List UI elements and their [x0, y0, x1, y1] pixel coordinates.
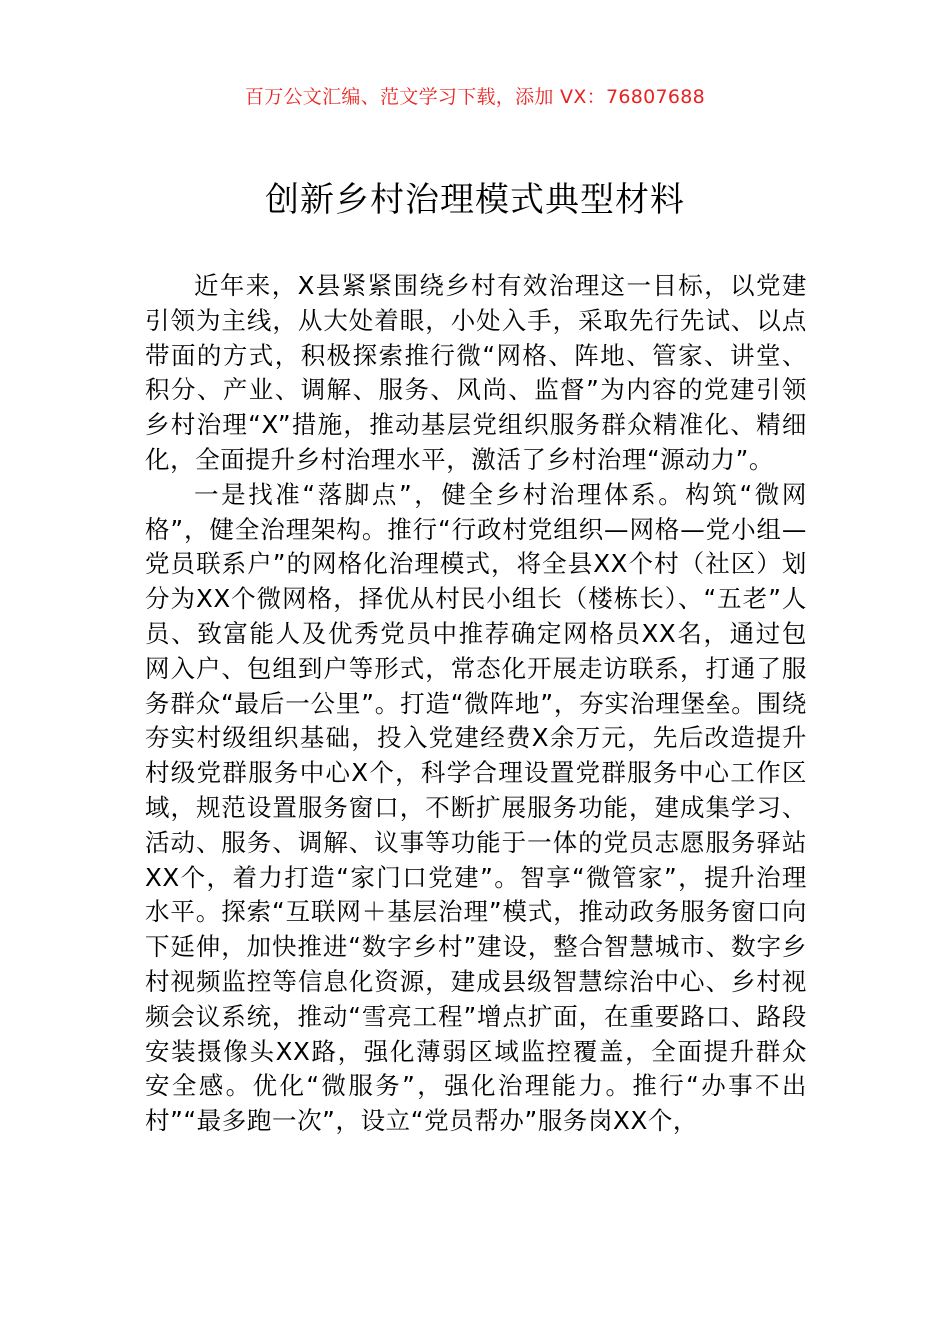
- document-body: [145, 269, 807, 1139]
- header-banner: 百万公文汇编、范文学习下载，添加 VX：76807688: [244, 86, 706, 108]
- paragraph-intro: 近年来，X县紧紧围绕乡村有效治理这一目标，以党建引领为主线，从大处着眼，小处入手，采取先行先试、以点带面的方式，积极探索推行微“网格、阵地、管家、讲堂、积分、产业、调解、服务、风尚、监督”为内容的党建引领乡村治理“X”措施，推动基层党组织服务群众精准化、精细化，全面提升乡村治理水平，激活了乡村治理“源动力”。: [145, 271, 807, 474]
- paragraph-point-one: 一是找准“落脚点”，健全乡村治理体系。构筑“微网格”，健全治理架构。推行“行政村党组织—网格—党小组—党员联系户”的网格化治理模式，将全县XX个村（社区）划分为XX个微网格，择优从村民小组长（楼栋长）、“五老”人员、致富能人及优秀党员中推荐确定网格员XX名，通过包网入户、包组到户等形式，常态化开展走访联系，打通了服务群众“最后一公里”。打造“微阵地”，夯实治理堡垒。围绕夯实村级组织基础，投入党建经费X余万元，先后改造提升村级党群服务中心X个，科学合理设置党群服务中心工作区域，规范设置服务窗口，不断扩展服务功能，建成集学习、活动、服务、调解、议事等功能于一体的党员志愿服务驿站XX个，着力打造“家门口党建”。智享“微管家”，提升治理水平。探索“互联网＋基层治理”模式，推动政务服务窗口向下延伸，加快推进“数字乡村”建设，整合智慧城市、数字乡村视频监控等信息化资源，建成县级智慧综治中心、乡村视频会议系统，推动“雪亮工程”增点扩面，在重要路口、路段安装摄像头XX路，强化薄弱区域监控覆盖，全面提升群众安全感。优化“微服务”，强化治理能力。推行“办事不出村”“最多跑一次”，设立“党员帮办”服务岗XX个，: [145, 479, 807, 1136]
- document-title: 创新乡村治理模式典型材料: [265, 180, 685, 220]
